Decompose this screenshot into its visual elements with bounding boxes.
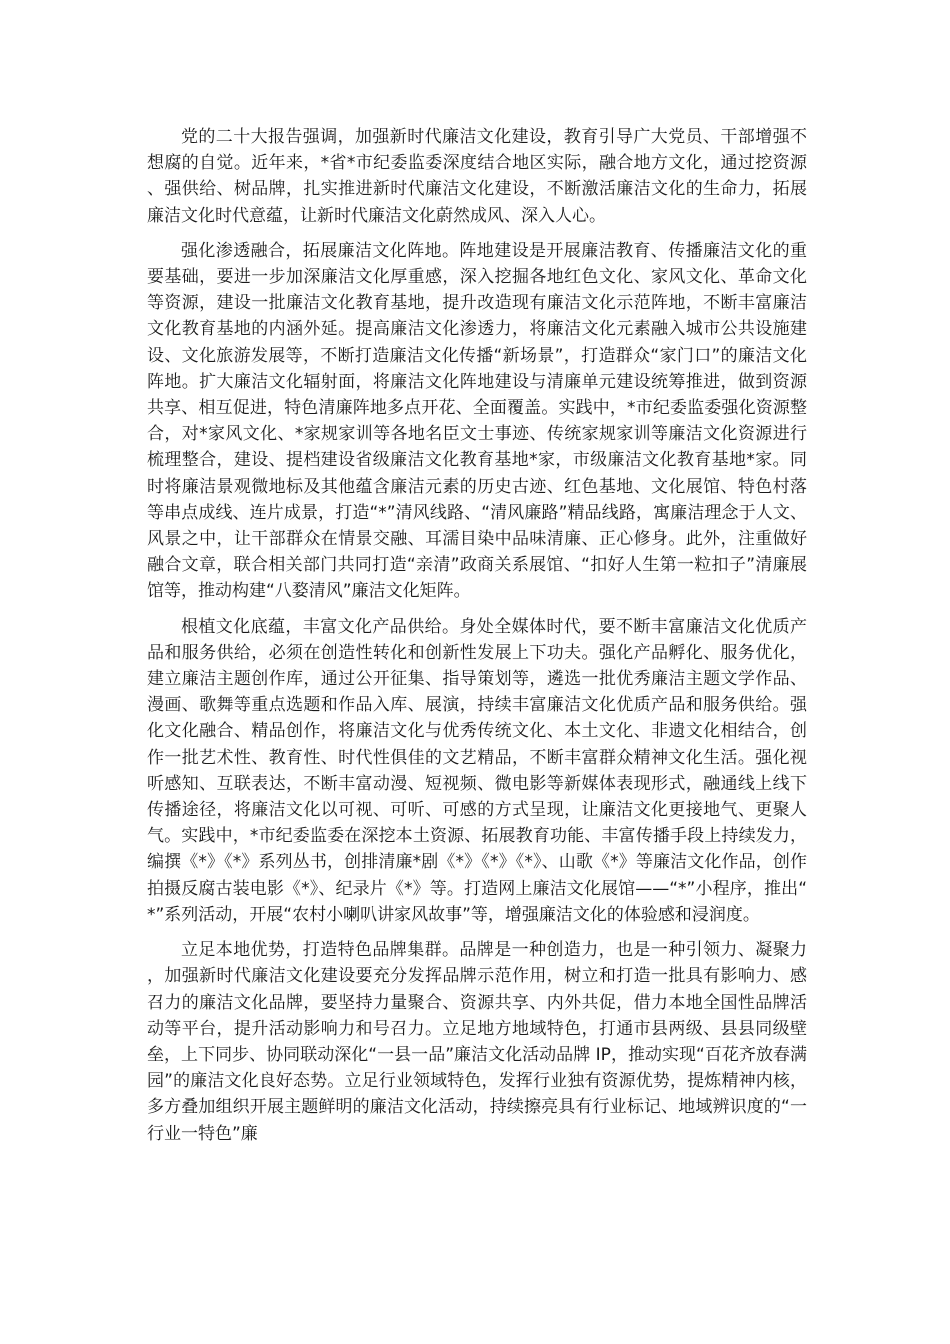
paragraph-intro: 党的二十大报告强调，加强新时代廉洁文化建设，教育引导广大党员、干部增强不想腐的自觉。近年来，*省*市纪委监委深度结合地区实际，融合地方文化，通过挖资源、强供给、树品牌，扎实推进新时代廉洁文化建设，不断激活廉洁文化的生命力，拓展廉洁文化时代意蕴，让新时代廉洁文化蔚然成风、深入人心。 — [147, 127, 807, 226]
paragraph-culture-positions: 强化渗透融合，拓展廉洁文化阵地。阵地建设是开展廉洁教育、传播廉洁文化的重要基础，要进一步加深廉洁文化厚重感，深入挖掘各地红色文化、家风文化、革命文化等资源，建设一批廉洁文化教育基地，提升改造现有廉洁文化示范阵地，不断丰富廉洁文化教育基地的内涵外延。提高廉洁文化渗透力，将廉洁文化元素融入城市公共设施建设、文化旅游发展等，不断打造廉洁文化传播“新场景”，打造群众“家门口”的廉洁文化阵地。扩大廉洁文化辐射面，将廉洁文化阵地建设与清廉单元建设统筹推进，做到资源共享、相互促进，特色清廉阵地多点开花、全面覆盖。实践中，*市纪委监委强化资源整合，对*家风文化、*家规家训等各地名臣文士事迹、传统家规家训等廉洁文化资源进行梳理整合，建设、提档建设省级廉洁文化教育基地*家，市级廉洁文化教育基地*家。同时将廉洁景观微地标及其他蕴含廉洁元素的历史古迹、红色基地、文化展馆、特色村落等串点成线、连片成景，打造“*”清风线路、“清风廉路”精品线路，寓廉洁理念于人文、风景之中，让干部群众在情景交融、耳濡目染中品味清廉、正心修身。此外，注重做好融合文章，联合相关部门共同打造“亲清”政商关系展馆、“扣好人生第一粒扣子”清廉展馆等，推动构建“八婺清风”廉洁文化矩阵。 — [147, 240, 807, 602]
paragraph-culture-products: 根植文化底蕴，丰富文化产品供给。身处全媒体时代，要不断丰富廉洁文化优质产品和服务供给，必须在创造性转化和创新性发展上下功夫。强化产品孵化、服务优化，建立廉洁主题创作库，通过公开征集、指导策划等，遴选一批优秀廉洁主题文学作品、漫画、歌舞等重点选题和作品入库、展演，持续丰富廉洁文化优质产品和服务供给。强化文化融合、精品创作，将廉洁文化与优秀传统文化、本土文化、非遗文化相结合，创作一批艺术性、教育性、时代性俱佳的文艺精品，不断丰富群众精神文化生活。强化视听感知、互联表达，不断丰富动漫、短视频、微电影等新媒体表现形式，融通线上线下传播途径，将廉洁文化以可视、可听、可感的方式呈现，让廉洁文化更接地气、更聚人气。实践中，*市纪委监委在深挖本土资源、拓展教育功能、丰富传播手段上持续发力，编撰《*》《*》系列丛书，创排清廉*剧《*》《*》《*》、山歌《*》等廉洁文化作品，创作拍摄反腐古装电影《*》、纪录片《*》等。打造网上廉洁文化展馆——“*”小程序，推出“*”系列活动，开展“农村小喇叭讲家风故事”等，增强廉洁文化的体验感和浸润度。 — [147, 616, 807, 925]
document-page — [147, 124, 807, 1156]
paragraph-brand-cluster: 立足本地优势，打造特色品牌集群。品牌是一种创造力，也是一种引领力、凝聚力，加强新时代廉洁文化建设要充分发挥品牌示范作用，树立和打造一批具有影响力、感召力的廉洁文化品牌，要坚持力量聚合、资源共享、内外共促，借力本地全国性品牌活动等平台，提升活动影响力和号召力。立足地方地域特色，打通市县两级、县县同级壁垒，上下同步、协同联动深化“一县一品”廉洁文化活动品牌 IP，推动实现“百花齐放春满园”的廉洁文化良好态势。立足行业领域特色，发挥行业独有资源优势，提炼精神内核，多方叠加组织开展主题鲜明的廉洁文化活动，持续擦亮具有行业标记、地域辨识度的“一行业一特色”廉 — [147, 940, 807, 1144]
